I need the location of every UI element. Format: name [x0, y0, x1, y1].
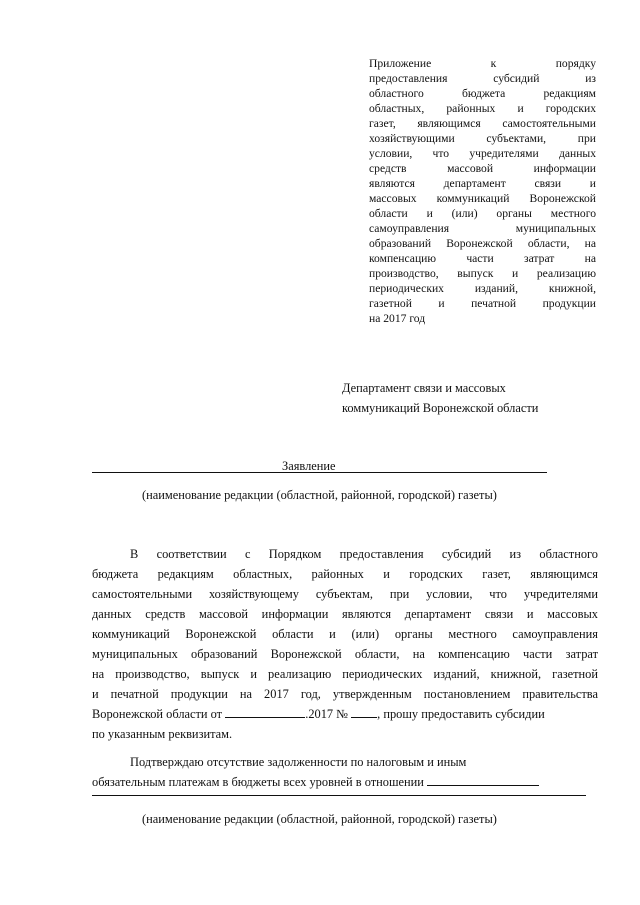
number-blank-field[interactable]	[351, 705, 377, 718]
appendix-line: на 2017 год	[369, 312, 426, 325]
appendix-line: периодических изданий, книжной,	[369, 282, 596, 295]
editorial-name-hint-2: (наименование редакции (областной, районной, городской) газеты)	[142, 812, 497, 826]
paragraph-line-with-blanks	[92, 704, 545, 724]
appendix-line: производство, выпуск и реализацию	[369, 267, 596, 280]
appendix-line: газетной и печатной продукции	[369, 297, 596, 310]
appendix-line: газет, являющимся самостоятельными	[369, 117, 596, 130]
paragraph-line: бюджета редакциям областных, районных и городских газет, являющимся	[92, 567, 598, 581]
paragraph-line: по указанным реквизитам.	[92, 727, 233, 741]
appendix-line: областного бюджета редакциям	[369, 87, 596, 100]
appendix-line: компенсацию части затрат на	[369, 252, 596, 265]
appendix-line: массовых коммуникаций Воронежской	[369, 192, 596, 205]
addressee-line-1: Департамент связи и массовых	[342, 381, 506, 395]
paragraph-line: коммуникаций Воронежской области и (или) органы местного самоуправления	[92, 627, 598, 641]
statement-title-row	[92, 459, 547, 475]
paragraph-line: Подтверждаю отсутствие задолженности по налоговым и иным	[130, 755, 467, 769]
appendix-line: самоуправления муниципальных	[369, 222, 596, 235]
appendix-line: условии, что учредителями данных	[369, 147, 596, 160]
paragraph-line: данных средств массовой информации являются департамент связи и массовых	[92, 607, 598, 621]
text-fragment: обязательным платежам в бюджеты всех уровней в отношении	[92, 775, 424, 789]
text-fragment: , прошу предоставить субсидии	[377, 707, 545, 721]
appendix-line: образований Воронежской области, на	[369, 237, 596, 250]
appendix-line: предоставления субсидий из	[369, 72, 596, 85]
date-blank-field[interactable]	[225, 705, 305, 718]
appendix-line: областных, районных и городских	[369, 102, 596, 115]
statement-title: Заявление	[282, 459, 336, 473]
paragraph-line: и печатной продукции на 2017 год, утвержденным постановлением правительства	[92, 687, 598, 701]
addressee-line-2: коммуникаций Воронежской области	[342, 401, 539, 415]
editorial-name-full-line[interactable]	[92, 795, 586, 796]
appendix-line: средств массовой информации	[369, 162, 596, 175]
appendix-line: области и (или) органы местного	[369, 207, 596, 220]
appendix-line: являются департамент связи и	[369, 177, 596, 190]
text-fragment: .2017 №	[305, 707, 349, 721]
editorial-name-hint: (наименование редакции (областной, районной, городской) газеты)	[142, 488, 497, 502]
paragraph-line: на производство, выпуск и реализацию периодических изданий, книжной, газетной	[92, 667, 598, 681]
appendix-line: хозяйствующими субъектами, при	[369, 132, 596, 145]
text-fragment: Воронежской области от	[92, 707, 223, 721]
paragraph-line: самостоятельными хозяйствующему субъектам, при условии, что учредителями	[92, 587, 598, 601]
appendix-line: Приложение к порядку	[369, 57, 596, 70]
paragraph-line: муниципальных образований Воронежской области, на компенсацию части затрат	[92, 647, 598, 661]
editorial-name-blank-field[interactable]	[427, 773, 539, 786]
paragraph-line-with-blank	[92, 772, 539, 792]
paragraph-line: В соответствии с Порядком предоставления субсидий из областного	[130, 547, 598, 561]
